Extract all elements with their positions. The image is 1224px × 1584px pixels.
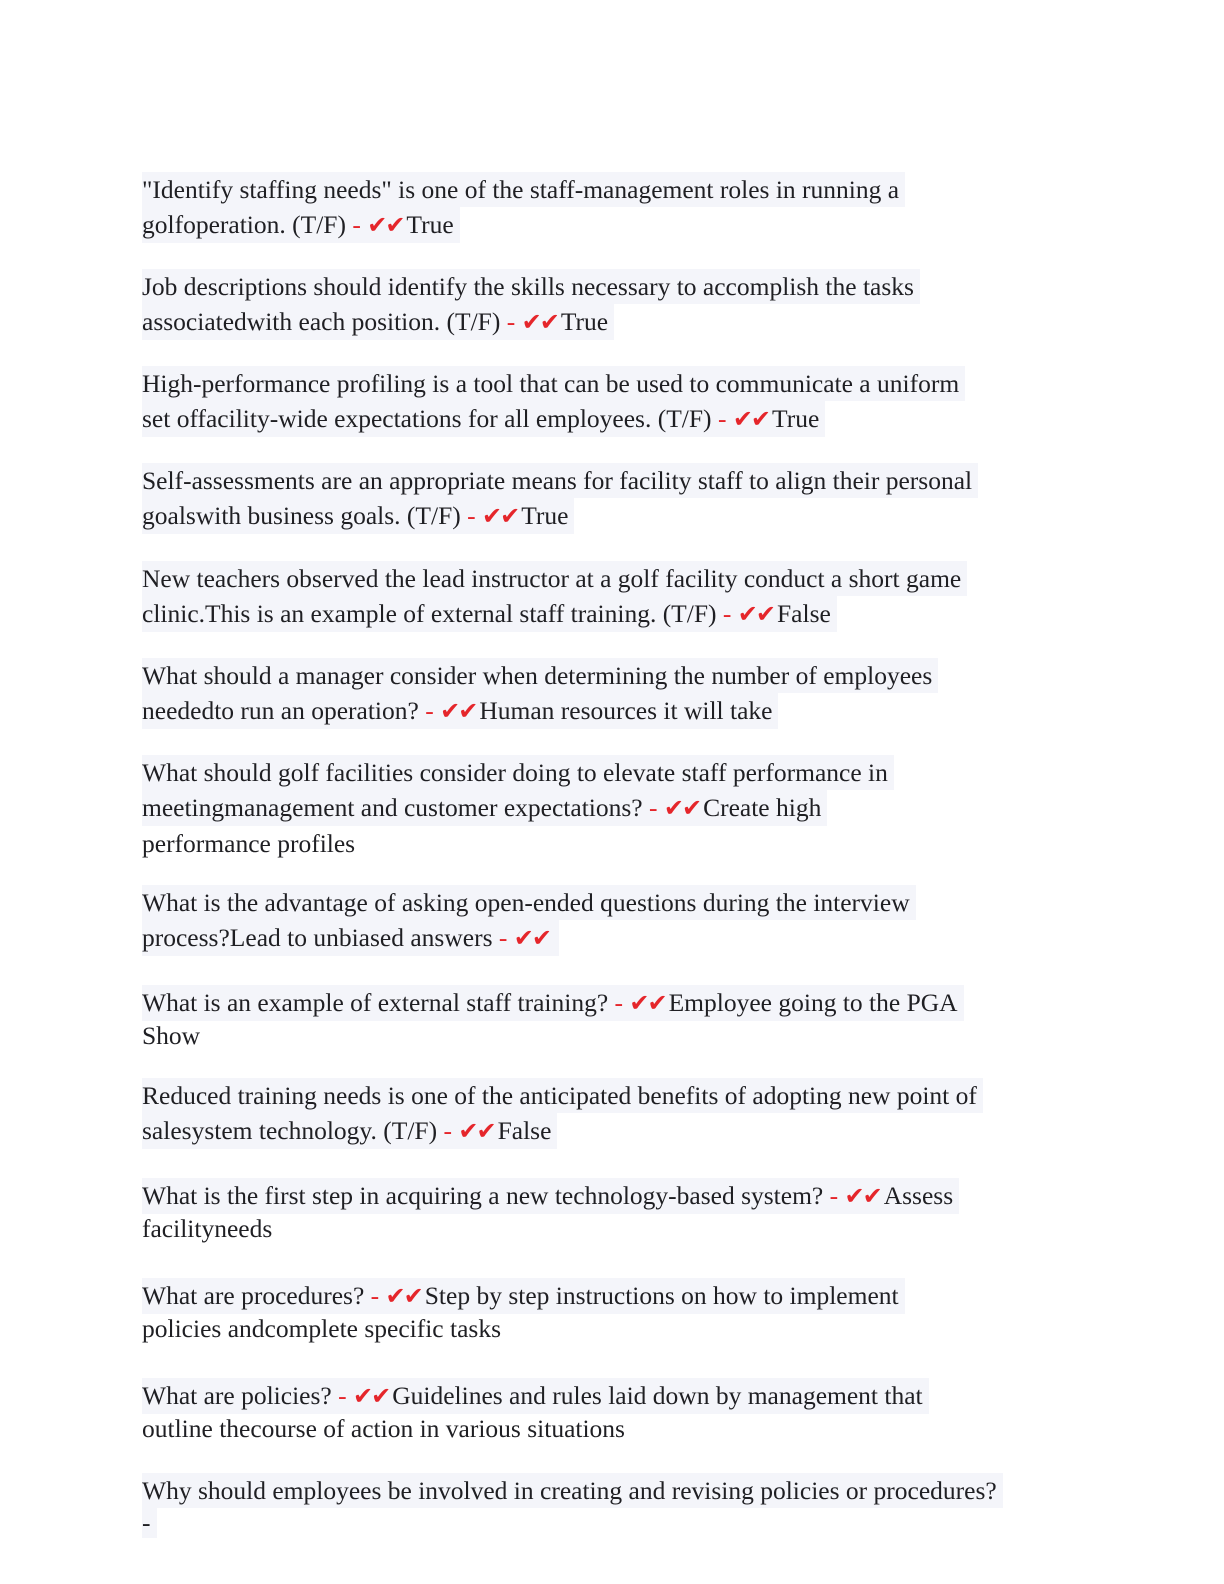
question-line (142, 985, 964, 1021)
question-line (142, 498, 574, 534)
qa-item (142, 755, 894, 861)
question-line (142, 1378, 929, 1414)
answer-separator: - (648, 793, 658, 822)
answer-separator: - (506, 307, 516, 336)
double-check-icon: ✔✔ (352, 1382, 390, 1410)
question-line (142, 1178, 959, 1214)
answer-text: True (521, 501, 569, 530)
answer-text: Guidelines and rules laid down by management that (392, 1381, 923, 1410)
double-check-icon: ✔✔ (513, 924, 550, 952)
question-line (142, 207, 460, 243)
qa-item (142, 172, 905, 243)
question-line (142, 304, 614, 340)
question-line: Job descriptions should identify the skills necessary to accomplish the tasks (142, 269, 920, 304)
question-text: What are policies? (142, 1381, 332, 1410)
answer-separator: - (338, 1381, 347, 1410)
question-text: What is an example of external staff training? (142, 988, 609, 1017)
question-text: process?Lead to unbiased answers (142, 923, 493, 952)
question-text: What are procedures? (142, 1281, 365, 1310)
qa-item (142, 561, 967, 632)
answer-separator: - (370, 1281, 380, 1310)
double-check-icon: ✔✔ (737, 600, 774, 628)
qa-item (142, 1178, 959, 1244)
question-line (142, 401, 825, 437)
question-line: Reduced training needs is one of the anticipated benefits of adopting new point of (142, 1078, 983, 1113)
qa-item (142, 658, 938, 729)
question-line (142, 693, 778, 729)
question-line (142, 920, 559, 956)
question-text: What is the first step in acquiring a new technology-based system? (142, 1181, 824, 1210)
question-line: Why should employees be involved in creating and revising policies or procedures? (142, 1473, 1003, 1508)
answer-separator: - (614, 988, 624, 1017)
question-text: meetingmanagement and customer expectations? (142, 793, 643, 822)
answer-continuation: outline thecourse of action in various situations (142, 1414, 625, 1443)
double-check-icon: ✔✔ (482, 502, 519, 530)
double-check-icon: ✔✔ (385, 1282, 422, 1310)
answer-separator: - (722, 599, 732, 628)
question-line: "Identify staffing needs" is one of the staff-management roles in running a (142, 172, 905, 207)
answer-continuation: Show (142, 1021, 201, 1050)
question-line (142, 596, 837, 632)
qa-item (142, 1278, 905, 1344)
answer-separator: - (443, 1116, 452, 1145)
question-line: High-performance profiling is a tool that can be used to communicate a uniform (142, 366, 965, 401)
answer-separator: - (498, 923, 508, 952)
double-check-icon: ✔✔ (440, 697, 477, 725)
double-check-icon: ✔✔ (629, 989, 666, 1017)
question-text: set offacility-wide expectations for all employees. (T/F) (142, 404, 712, 433)
double-check-icon: ✔✔ (458, 1117, 495, 1145)
question-line: Self-assessments are an appropriate means for facility staff to align their personal (142, 463, 978, 498)
question-text: associatedwith each position. (T/F) (142, 307, 501, 336)
answer-text: False (777, 599, 831, 628)
answer-continuation: facilityneeds (142, 1214, 273, 1243)
answer-separator: - (425, 696, 434, 725)
qa-item (142, 463, 978, 534)
double-check-icon: ✔✔ (521, 308, 558, 336)
answer-text: True (406, 210, 454, 239)
question-text: neededto run an operation? (142, 696, 419, 725)
answer-text: Assess (883, 1181, 954, 1210)
double-check-icon: ✔✔ (367, 211, 404, 239)
qa-item (142, 1378, 929, 1444)
qa-item (142, 366, 965, 437)
answer-continuation: performance profiles (142, 829, 356, 858)
answer-text: True (560, 307, 609, 336)
question-line: New teachers observed the lead instructor at a golf facility conduct a short game (142, 561, 967, 596)
question-text: clinic.This is an example of external staff training. (T/F) (142, 599, 717, 628)
answer-text: True (772, 404, 820, 433)
question-line: What should golf facilities consider doing to elevate staff performance in (142, 755, 894, 790)
question-line: What should a manager consider when determining the number of employees (142, 658, 938, 693)
double-check-icon: ✔✔ (844, 1182, 881, 1210)
answer-text: False (497, 1116, 552, 1145)
double-check-icon: ✔✔ (663, 794, 701, 822)
question-text: goalswith business goals. (T/F) (142, 501, 461, 530)
question-text: golfoperation. (T/F) (142, 210, 346, 239)
qa-item (142, 985, 964, 1051)
question-line (142, 790, 827, 826)
question-line (142, 1113, 557, 1149)
question-line (142, 1278, 905, 1314)
answer-separator: - (352, 210, 361, 239)
answer-continuation: policies andcomplete specific tasks (142, 1314, 502, 1343)
question-text: salesystem technology. (T/F) (142, 1116, 438, 1145)
answer-text: Employee going to the PGA (668, 988, 958, 1017)
qa-item (142, 1473, 1003, 1538)
qa-item (142, 269, 920, 340)
answer-separator: - (717, 404, 727, 433)
qa-item (142, 885, 916, 956)
qa-item (142, 1078, 983, 1149)
answer-text: Human resources it will take (479, 696, 773, 725)
answer-text: Create high (703, 793, 822, 822)
trailing-dash: - (142, 1508, 157, 1538)
double-check-icon: ✔✔ (732, 405, 770, 433)
answer-separator: - (829, 1181, 839, 1210)
answer-separator: - (467, 501, 476, 530)
question-line: What is the advantage of asking open-ended questions during the interview (142, 885, 916, 920)
answer-text: Step by step instructions on how to implement (424, 1281, 899, 1310)
